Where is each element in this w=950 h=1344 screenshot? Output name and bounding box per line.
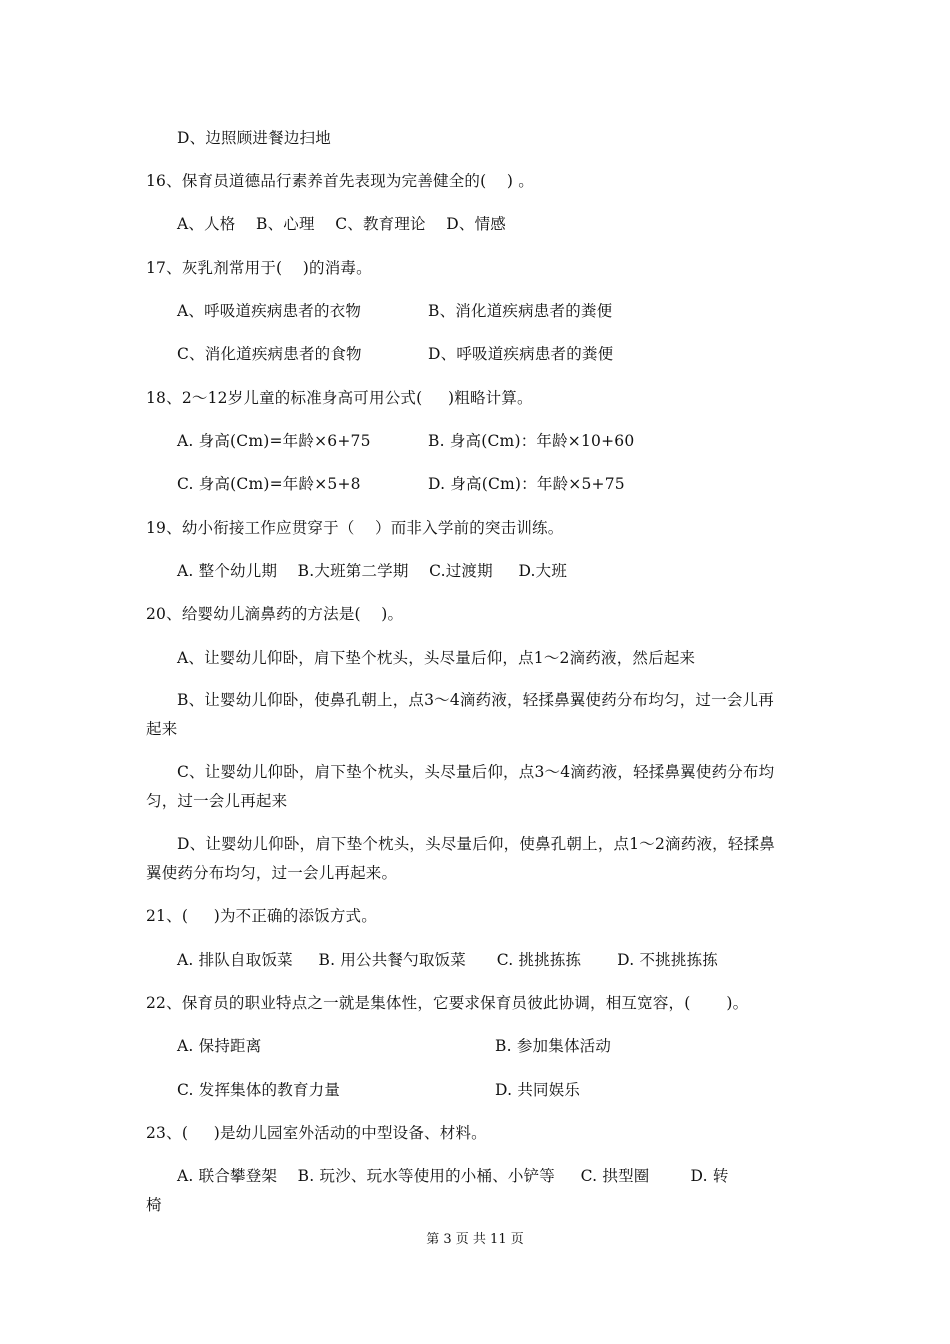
question-17: 17、灰乳剂常用于( )的消毒。 xyxy=(146,259,372,277)
q17-option-c: C、消化道疾病患者的食物 xyxy=(177,345,362,363)
question-18: 18、2～12岁儿童的标准身高可用公式( )粗略计算。 xyxy=(146,389,533,407)
q20-option-a: A、让婴幼儿仰卧，肩下垫个枕头，头尽量后仰，点1～2滴药液，然后起来 xyxy=(177,649,696,667)
q18-option-b: B. 身高(Cm)：年龄×10+60 xyxy=(428,432,635,450)
q17-option-d: D、呼吸道疾病患者的粪便 xyxy=(428,345,614,363)
question-16: 16、保育员道德品行素养首先表现为完善健全的( ) 。 xyxy=(146,172,534,190)
question-22: 22、保育员的职业特点之一就是集体性，它要求保育员彼此协调，相互宽容，( )。 xyxy=(146,994,749,1012)
q22-option-c: C. 发挥集体的教育力量 xyxy=(177,1081,341,1099)
q22-option-a: A. 保持距离 xyxy=(177,1037,262,1055)
q18-option-d: D. 身高(Cm)：年龄×5+75 xyxy=(428,475,625,493)
q23-options-continued: 椅 xyxy=(146,1196,162,1214)
q20-option-c-continued: 匀，过一会儿再起来 xyxy=(146,792,288,810)
question-23: 23、( )是幼儿园室外活动的中型设备、材料。 xyxy=(146,1124,487,1142)
q16-options: A、人格 B、心理 C、教育理论 D、情感 xyxy=(177,215,506,233)
q21-options: A. 排队自取饭菜 B. 用公共餐勺取饭菜 C. 挑挑拣拣 D. 不挑挑拣拣 xyxy=(177,951,718,969)
q15-option-d: D、边照顾进餐边扫地 xyxy=(177,129,331,147)
q23-options: A. 联合攀登架 B. 玩沙、玩水等使用的小桶、小铲等 C. 拱型圈 D. 转 xyxy=(177,1167,729,1185)
q22-option-d: D. 共同娱乐 xyxy=(495,1081,581,1099)
q20-option-d-continued: 翼使药分布均匀，过一会儿再起来。 xyxy=(146,864,398,882)
question-19: 19、幼小衔接工作应贯穿于（ ）而非入学前的突击训练。 xyxy=(146,519,564,537)
q22-option-b: B. 参加集体活动 xyxy=(495,1037,612,1055)
q17-option-a: A、呼吸道疾病患者的衣物 xyxy=(177,302,362,320)
page-footer: 第 3 页 共 11 页 xyxy=(426,1232,524,1247)
q20-option-d: D、让婴幼儿仰卧，肩下垫个枕头，头尽量后仰，使鼻孔朝上，点1～2滴药液，轻揉鼻 xyxy=(177,835,775,853)
question-21: 21、( )为不正确的添饭方式。 xyxy=(146,907,377,925)
q19-options: A. 整个幼儿期 B.大班第二学期 C.过渡期 D.大班 xyxy=(177,562,568,580)
q17-option-b: B、消化道疾病患者的粪便 xyxy=(428,302,613,320)
q20-option-b: B、让婴幼儿仰卧，使鼻孔朝上，点3～4滴药液，轻揉鼻翼使药分布均匀，过一会儿再 xyxy=(177,691,774,709)
q18-option-c: C. 身高(Cm)=年龄×5+8 xyxy=(177,475,361,493)
question-20: 20、给婴幼儿滴鼻药的方法是( )。 xyxy=(146,605,404,623)
q20-option-b-continued: 起来 xyxy=(146,720,178,738)
q18-option-a: A. 身高(Cm)=年龄×6+75 xyxy=(177,432,371,450)
q20-option-c: C、让婴幼儿仰卧，肩下垫个枕头，头尽量后仰，点3～4滴药液，轻揉鼻翼使药分布均 xyxy=(177,763,775,781)
